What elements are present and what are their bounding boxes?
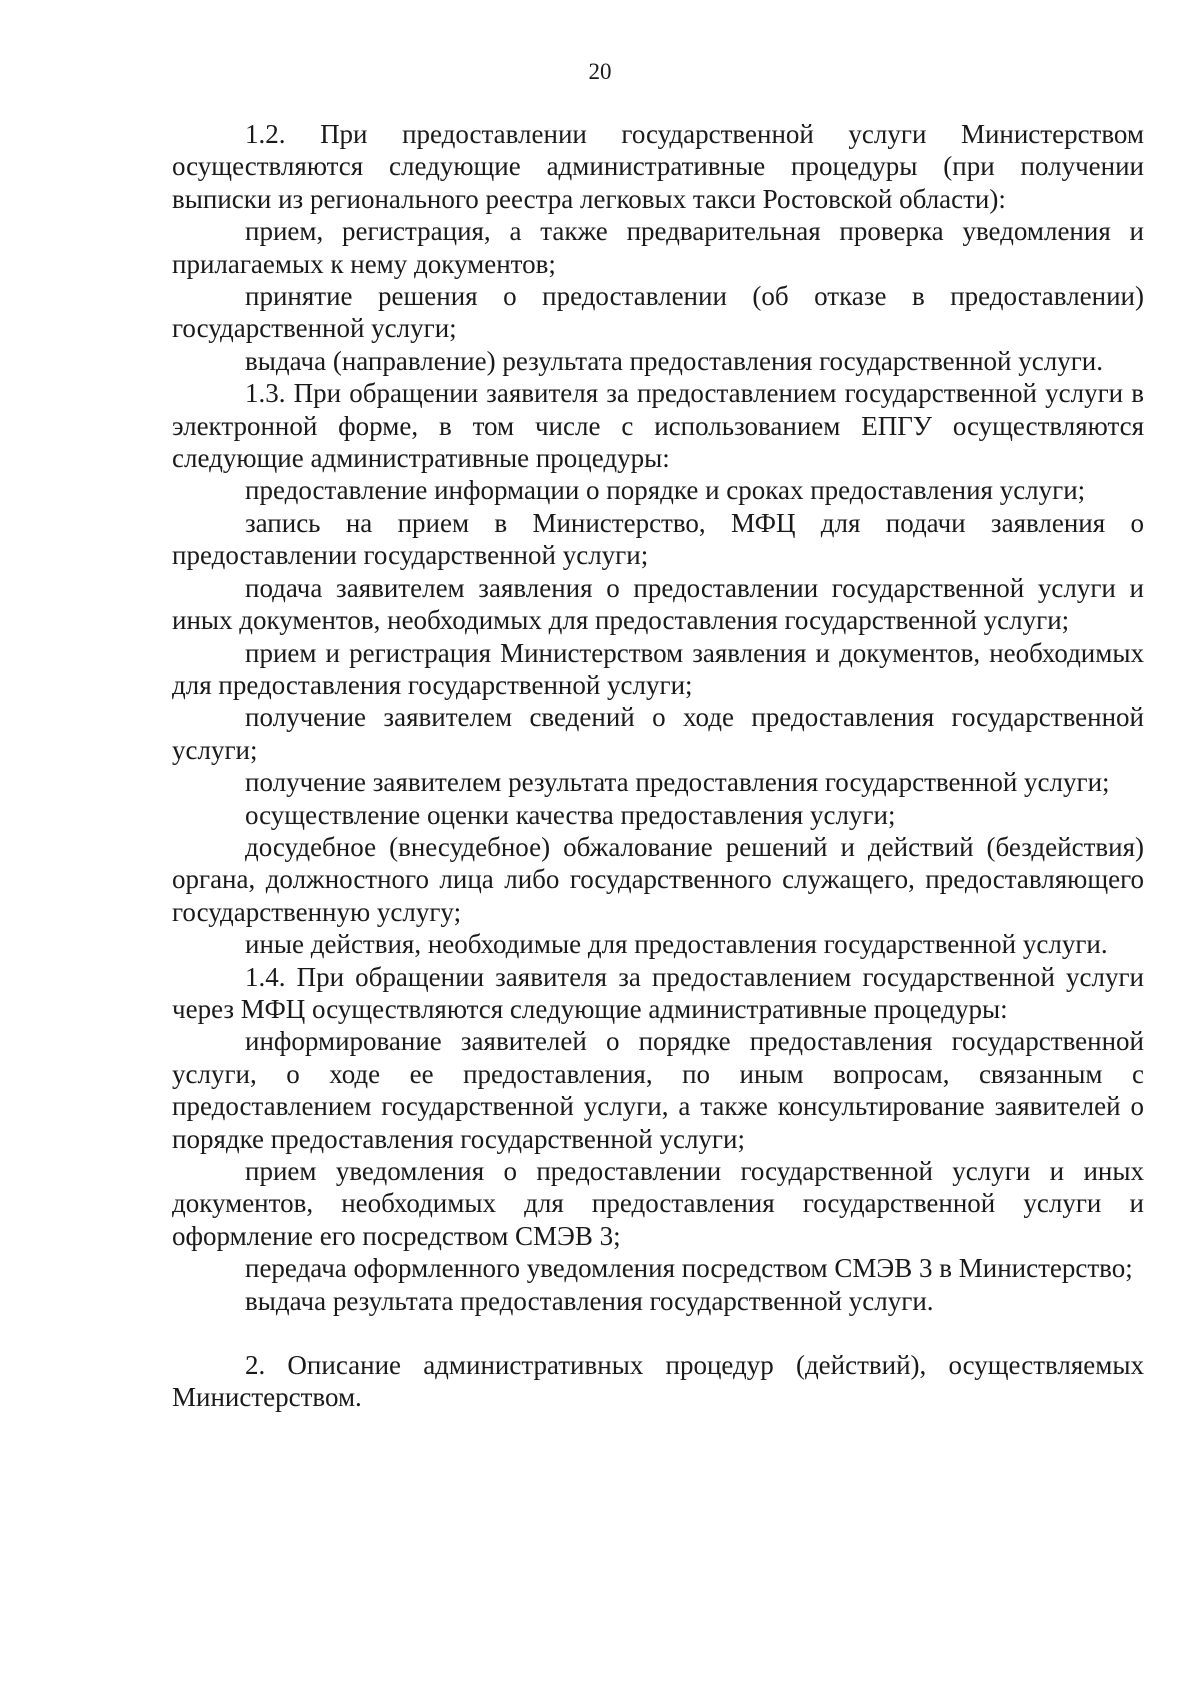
paragraph-1-2: 1.2. При предоставлении государственной услуги Министерством осуществляются следующие административные процедуры (при получении выписки из регионального реестра легковых такси Ростовской области): <box>172 119 1144 214</box>
paragraph-item: информирование заявителей о порядке предоставления государственной услуги, о ходе ее предоставления, по иным вопросам, связанным с предоставлением государственной услуги, а также консультирование заявителей о порядке предоставления государственной услуги; <box>172 1026 1144 1154</box>
paragraph-item: подача заявителем заявления о предоставлении государственной услуги и иных документов, необходимых для предоставления государственной услуги; <box>172 572 1144 636</box>
paragraph-item: получение заявителем результата предоставления государственной услуги; <box>245 767 1110 798</box>
paragraph-item: получение заявителем сведений о ходе предоставления государственной услуги; <box>172 702 1144 765</box>
paragraph-item: осуществление оценки качества предоставления услуги; <box>245 799 896 830</box>
section-2-heading: 2. Описание административных процедур (действий), осуществляемых Министерством. <box>172 1350 1144 1413</box>
paragraph-item: запись на прием в Министерство, МФЦ для подачи заявления о предоставлении государственной услуги; <box>172 507 1144 571</box>
paragraph-item: прием и регистрация Министерством заявления и документов, необходимых для предоставления государственной услуги; <box>172 637 1144 700</box>
paragraph-item: прием, регистрация, а также предварительная проверка уведомления и прилагаемых к нему документов; <box>172 216 1144 279</box>
paragraph-item: предоставление информации о порядке и сроках предоставления услуги; <box>245 475 1086 506</box>
paragraph-item: передача оформленного уведомления посредством СМЭВ 3 в Министерство; <box>245 1253 1133 1284</box>
paragraph-item: выдача (направление) результата предоставления государственной услуги. <box>245 345 1103 376</box>
paragraph-item: принятие решения о предоставлении (об отказе в предоставлении) государственной услуги; <box>172 281 1144 344</box>
paragraph-item: досудебное (внесудебное) обжалование решений и действий (бездействия) органа, должностного лица либо государственного служащего, предоставляющего государственную услугу; <box>172 831 1144 927</box>
paragraph-item: выдача результата предоставления государственной услуги. <box>245 1285 934 1316</box>
paragraph-item: прием уведомления о предоставлении государственной услуги и иных документов, необходимых для предоставления государственной услуги и оформление его посредством СМЭВ 3; <box>172 1156 1144 1251</box>
paragraph-1-4: 1.4. При обращении заявителя за предоставлением государственной услуги через МФЦ осуществляются следующие административные процедуры: <box>172 961 1144 1024</box>
document-body <box>172 118 1144 1414</box>
paragraph-1-3: 1.3. При обращении заявителя за предоставлением государственной услуги в электронной форме, в том числе с использованием ЕПГУ осуществляются следующие административные процедуры: <box>172 378 1144 474</box>
page-number: 20 <box>588 59 612 84</box>
paragraph-item: иные действия, необходимые для предоставления государственной услуги. <box>245 929 1108 960</box>
